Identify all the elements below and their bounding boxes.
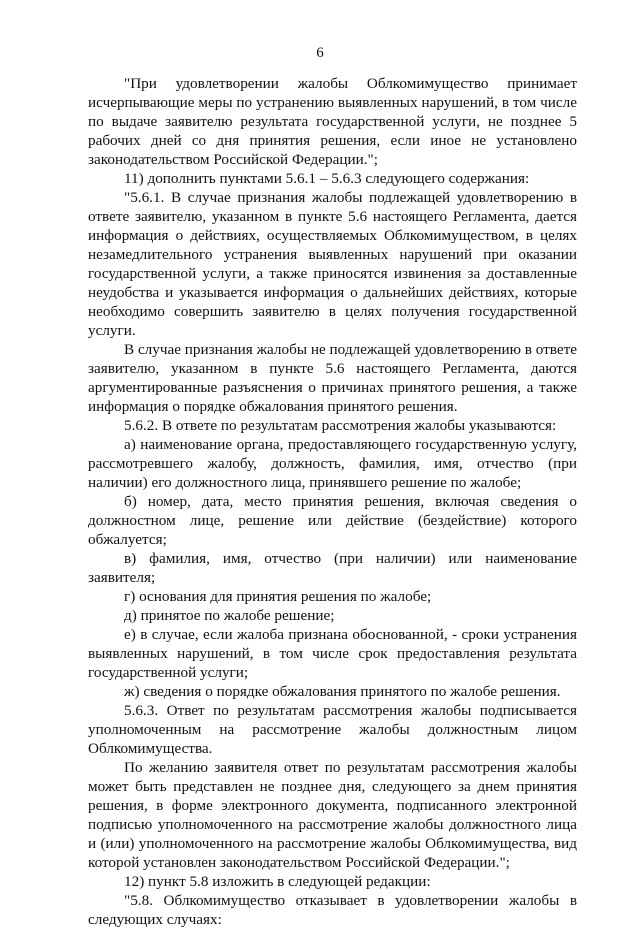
document-body	[88, 74, 577, 929]
page-number: 6	[316, 45, 324, 61]
list-item: ж) сведения о порядке обжалования принятого по жалобе решения.	[124, 683, 561, 700]
list-item: д) принятое по жалобе решение;	[124, 607, 335, 624]
list-item: г) основания для принятия решения по жалобе;	[124, 588, 432, 605]
list-item: б) номер, дата, место принятия решения, включая сведения о должностном лице, решение или действие (бездействие) которого обжалуется;	[88, 493, 577, 548]
list-item: е) в случае, если жалоба признана обоснованной, - сроки устранения выявленных нарушений, в том числе срок предоставления результата государственной услуги;	[88, 626, 577, 681]
paragraph: По желанию заявителя ответ по результатам рассмотрения жалобы может быть представлен не позднее дня, следующего за днем принятия решения, в форме электронного документа, подписанного электронной подписью уполномоченного на рассмотрение жалобы должностного лица и (или) уполномоченного на рассмотрение жалобы Облкомимущества, вид которой установлен законодательством Российской Федерации.";	[88, 759, 577, 871]
list-item: а) наименование органа, предоставляющего государственную услугу, рассмотревшего жалобу, должность, фамилия, имя, отчество (при наличии) его должностного лица, принявшего решение по жалобе;	[88, 436, 577, 491]
paragraph: 12) пункт 5.8 изложить в следующей редакции:	[124, 873, 431, 890]
paragraph: "5.8. Облкомимущество отказывает в удовлетворении жалобы в следующих случаях:	[88, 892, 577, 928]
paragraph: 11) дополнить пунктами 5.6.1 – 5.6.3 следующего содержания:	[124, 170, 530, 187]
paragraph: "5.6.1. В случае признания жалобы подлежащей удовлетворению в ответе заявителю, указанном в пункте 5.6 настоящего Регламента, дается информация о действиях, осуществляемых Облкомимуществом, в целях незамедлительного устранения выявленных нарушений при оказании государственной услуги, а также приносятся извинения за доставленные неудобства и указывается информация о дальнейших действиях, которые необходимо совершить заявителю в целях получения государственной услуги.	[88, 189, 577, 339]
paragraph: В случае признания жалобы не подлежащей удовлетворению в ответе заявителю, указанном в пункте 5.6 настоящего Регламента, даются аргументированные разъяснения о причинах принятого решения, а также информация о порядке обжалования принятого решения.	[88, 341, 577, 415]
paragraph: 5.6.2. В ответе по результатам рассмотрения жалобы указываются:	[124, 417, 557, 434]
paragraph: 5.6.3. Ответ по результатам рассмотрения жалобы подписывается уполномоченным на рассмотрение жалобы должностным лицом Облкомимущества.	[88, 702, 577, 757]
list-item: в) фамилия, имя, отчество (при наличии) или наименование заявителя;	[88, 550, 577, 586]
paragraph: "При удовлетворении жалобы Облкомимущество принимает исчерпывающие меры по устранению выявленных нарушений, в том числе по выдаче заявителю результата государственной услуги, не позднее 5 рабочих дней со дня принятия решения, если иное не установлено законодательством Российской Федерации.";	[88, 75, 577, 168]
